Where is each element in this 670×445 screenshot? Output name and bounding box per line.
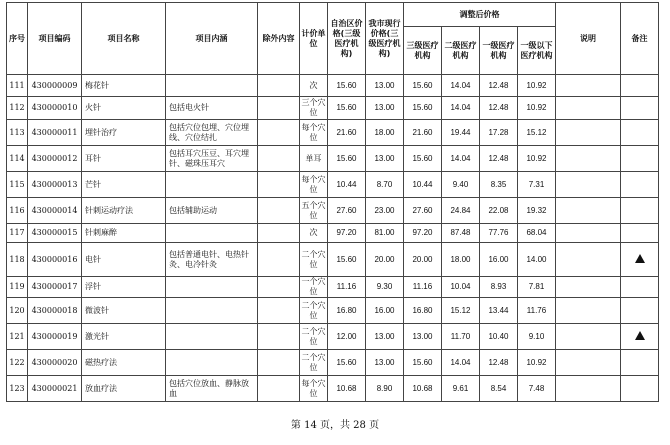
table-row (7, 97, 659, 120)
cell-note (556, 324, 621, 350)
cell-note (556, 198, 621, 224)
cell-seq: 123 (7, 376, 28, 402)
cell-content: 包括穴位放血、静脉放血 (166, 376, 258, 402)
header-level3: 三级医疗机构 (404, 27, 442, 75)
cell-city-price: 23.00 (366, 198, 404, 224)
cell-code: 430000020 (28, 350, 82, 376)
cell-name: 激光针 (82, 324, 166, 350)
cell-below-level1-price: 10.92 (518, 75, 556, 97)
cell-city-price: 13.00 (366, 324, 404, 350)
cell-note (556, 146, 621, 172)
cell-seq: 120 (7, 298, 28, 324)
cell-level3-price: 13.00 (404, 324, 442, 350)
cell-level3-price: 97.20 (404, 224, 442, 243)
cell-region-price: 15.60 (328, 97, 366, 120)
table-row (7, 224, 659, 243)
triangle-marker-icon (635, 254, 645, 263)
cell-region-price: 10.44 (328, 172, 366, 198)
cell-level2-price: 10.04 (442, 277, 480, 298)
cell-exclusions (258, 350, 300, 376)
cell-level3-price: 10.68 (404, 376, 442, 402)
cell-city-price: 16.00 (366, 298, 404, 324)
header-remark: 备注 (621, 3, 659, 75)
table-row (7, 243, 659, 277)
cell-below-level1-price: 10.92 (518, 350, 556, 376)
cell-name: 耳针 (82, 146, 166, 172)
cell-exclusions (258, 324, 300, 350)
cell-remark (621, 298, 659, 324)
header-level1: 一级医疗机构 (480, 27, 518, 75)
cell-code: 430000013 (28, 172, 82, 198)
cell-remark (621, 376, 659, 402)
cell-remark (621, 324, 659, 350)
cell-exclusions (258, 120, 300, 146)
cell-code: 430000021 (28, 376, 82, 402)
cell-name: 微波针 (82, 298, 166, 324)
cell-below-level1-price: 14.00 (518, 243, 556, 277)
cell-level2-price: 14.04 (442, 97, 480, 120)
table-row (7, 277, 659, 298)
cell-level3-price: 15.60 (404, 75, 442, 97)
cell-level1-price: 12.48 (480, 97, 518, 120)
table-row (7, 324, 659, 350)
cell-region-price: 10.68 (328, 376, 366, 402)
cell-level2-price: 87.48 (442, 224, 480, 243)
cell-exclusions (258, 172, 300, 198)
cell-note (556, 376, 621, 402)
table-row (7, 350, 659, 376)
table-row (7, 298, 659, 324)
cell-below-level1-price: 10.92 (518, 146, 556, 172)
cell-seq: 113 (7, 120, 28, 146)
cell-level1-price: 8.93 (480, 277, 518, 298)
triangle-marker-icon (635, 331, 645, 340)
cell-level3-price: 21.60 (404, 120, 442, 146)
cell-exclusions (258, 298, 300, 324)
table-row (7, 198, 659, 224)
cell-exclusions (258, 75, 300, 97)
cell-name: 火针 (82, 97, 166, 120)
cell-level2-price: 15.12 (442, 298, 480, 324)
header-exclusions: 除外内容 (258, 3, 300, 75)
cell-content: 包括耳穴压豆、耳穴埋针、磁珠压耳穴 (166, 146, 258, 172)
cell-note (556, 243, 621, 277)
cell-level1-price: 8.35 (480, 172, 518, 198)
cell-content (166, 172, 258, 198)
header-name: 项目名称 (82, 3, 166, 75)
cell-remark (621, 172, 659, 198)
cell-content: 包括电火针 (166, 97, 258, 120)
cell-level2-price: 14.04 (442, 350, 480, 376)
table-row (7, 172, 659, 198)
cell-level2-price: 11.70 (442, 324, 480, 350)
cell-name: 浮针 (82, 277, 166, 298)
cell-unit: 二个穴位 (300, 324, 328, 350)
cell-level1-price: 12.48 (480, 350, 518, 376)
cell-seq: 115 (7, 172, 28, 198)
cell-remark (621, 146, 659, 172)
cell-remark (621, 97, 659, 120)
table-row (7, 146, 659, 172)
cell-below-level1-price: 10.92 (518, 97, 556, 120)
cell-seq: 121 (7, 324, 28, 350)
cell-name: 针刺运动疗法 (82, 198, 166, 224)
cell-level1-price: 17.28 (480, 120, 518, 146)
cell-content (166, 277, 258, 298)
cell-unit: 每个穴位 (300, 120, 328, 146)
cell-content: 包括穴位包埋、穴位埋线、穴位结扎 (166, 120, 258, 146)
cell-region-price: 15.60 (328, 350, 366, 376)
cell-city-price: 18.00 (366, 120, 404, 146)
cell-region-price: 11.16 (328, 277, 366, 298)
cell-below-level1-price: 7.81 (518, 277, 556, 298)
header-unit: 计价单位 (300, 3, 328, 75)
cell-remark (621, 198, 659, 224)
cell-below-level1-price: 9.10 (518, 324, 556, 350)
cell-note (556, 298, 621, 324)
cell-level1-price: 8.54 (480, 376, 518, 402)
cell-seq: 111 (7, 75, 28, 97)
cell-city-price: 13.00 (366, 75, 404, 97)
cell-remark (621, 277, 659, 298)
cell-region-price: 15.60 (328, 75, 366, 97)
cell-code: 430000011 (28, 120, 82, 146)
cell-level1-price: 77.76 (480, 224, 518, 243)
cell-exclusions (258, 198, 300, 224)
cell-unit: 二个穴位 (300, 298, 328, 324)
header-code: 项目编码 (28, 3, 82, 75)
cell-note (556, 224, 621, 243)
header-note: 说明 (556, 3, 621, 75)
cell-name: 电针 (82, 243, 166, 277)
cell-unit: 次 (300, 224, 328, 243)
cell-level1-price: 10.40 (480, 324, 518, 350)
cell-below-level1-price: 15.12 (518, 120, 556, 146)
cell-remark (621, 224, 659, 243)
cell-level1-price: 22.08 (480, 198, 518, 224)
cell-note (556, 120, 621, 146)
header-content: 项目内涵 (166, 3, 258, 75)
price-table (6, 2, 659, 402)
cell-city-price: 20.00 (366, 243, 404, 277)
cell-remark (621, 120, 659, 146)
cell-region-price: 21.60 (328, 120, 366, 146)
cell-below-level1-price: 7.31 (518, 172, 556, 198)
cell-exclusions (258, 376, 300, 402)
cell-unit: 一个穴位 (301, 277, 326, 296)
cell-seq: 114 (7, 146, 28, 172)
cell-exclusions (258, 277, 300, 298)
cell-city-price: 13.00 (366, 146, 404, 172)
table-row (7, 376, 659, 402)
cell-code: 430000015 (28, 224, 82, 243)
cell-below-level1-price: 68.04 (518, 224, 556, 243)
cell-level2-price: 9.61 (442, 376, 480, 402)
cell-code: 430000009 (28, 75, 82, 97)
cell-name: 针刺麻醉 (82, 224, 166, 243)
cell-level2-price: 19.44 (442, 120, 480, 146)
cell-exclusions (258, 146, 300, 172)
cell-region-price: 15.60 (328, 146, 366, 172)
cell-city-price: 13.00 (366, 350, 404, 376)
cell-content: 包括辅助运动 (166, 198, 258, 224)
cell-code: 430000016 (28, 243, 82, 277)
cell-level2-price: 24.84 (442, 198, 480, 224)
cell-seq: 118 (7, 243, 28, 277)
header-adjusted-price: 调整后价格 (404, 3, 556, 27)
cell-remark (621, 350, 659, 376)
cell-remark (621, 243, 659, 277)
cell-city-price: 9.30 (366, 277, 404, 298)
table-row (7, 75, 659, 97)
cell-code: 430000017 (28, 277, 82, 298)
cell-level1-price: 12.48 (480, 146, 518, 172)
cell-region-price: 16.80 (328, 298, 366, 324)
header-seq: 序号 (7, 3, 28, 75)
cell-name: 芒针 (82, 172, 166, 198)
cell-note (556, 277, 621, 298)
cell-city-price: 8.90 (366, 376, 404, 402)
cell-level2-price: 18.00 (442, 243, 480, 277)
cell-unit: 次 (300, 75, 328, 97)
cell-content (166, 324, 258, 350)
cell-level2-price: 9.40 (442, 172, 480, 198)
cell-note (556, 75, 621, 97)
cell-remark (621, 75, 659, 97)
cell-city-price: 8.70 (366, 172, 404, 198)
cell-content (166, 224, 258, 243)
cell-content (166, 75, 258, 97)
cell-name: 放血疗法 (82, 376, 166, 402)
cell-note (556, 97, 621, 120)
cell-level3-price: 10.44 (404, 172, 442, 198)
header-level2: 二级医疗机构 (442, 27, 480, 75)
cell-unit: 三个穴位 (300, 97, 328, 120)
cell-region-price: 27.60 (328, 198, 366, 224)
cell-seq: 117 (7, 224, 28, 243)
cell-unit: 每个穴位 (300, 376, 328, 402)
cell-region-price: 97.20 (328, 224, 366, 243)
cell-level2-price: 14.04 (442, 75, 480, 97)
cell-name: 磁热疗法 (82, 350, 166, 376)
cell-level3-price: 15.60 (404, 146, 442, 172)
cell-region-price: 15.60 (328, 243, 366, 277)
cell-content: 包括普通电针、电热针灸、电冷针灸 (166, 243, 258, 277)
cell-city-price: 13.00 (366, 97, 404, 120)
cell-unit: 单耳 (300, 146, 328, 172)
cell-note (556, 350, 621, 376)
header-city-price: 我市现行价格(三级医疗机构) (366, 3, 404, 75)
cell-content (166, 350, 258, 376)
page-footer: 第 14 页，共 28 页 (290, 420, 380, 431)
cell-code: 430000012 (28, 146, 82, 172)
cell-seq: 119 (7, 277, 28, 298)
cell-unit: 五个穴位 (300, 198, 328, 224)
cell-level1-price: 16.00 (480, 243, 518, 277)
cell-content (166, 298, 258, 324)
cell-code: 430000018 (28, 298, 82, 324)
cell-unit: 每个穴位 (300, 172, 328, 198)
cell-level3-price: 11.16 (404, 277, 442, 298)
header-region-price: 自治区价格(三级医疗机构) (328, 3, 366, 75)
cell-note (556, 172, 621, 198)
cell-level1-price: 12.48 (480, 75, 518, 97)
cell-exclusions (258, 97, 300, 120)
cell-unit: 二个穴位 (300, 350, 328, 376)
cell-level2-price: 14.04 (442, 146, 480, 172)
cell-exclusions (258, 243, 300, 277)
cell-region-price: 12.00 (328, 324, 366, 350)
cell-below-level1-price: 11.76 (518, 298, 556, 324)
cell-exclusions (258, 224, 300, 243)
cell-code: 430000014 (28, 198, 82, 224)
cell-code: 430000010 (28, 97, 82, 120)
cell-city-price: 81.00 (366, 224, 404, 243)
cell-below-level1-price: 7.48 (518, 376, 556, 402)
header-below-level1: 一级以下医疗机构 (518, 27, 556, 75)
cell-seq: 116 (7, 198, 28, 224)
table-row (7, 120, 659, 146)
cell-unit: 二个穴位 (300, 243, 328, 277)
cell-level3-price: 15.60 (404, 97, 442, 120)
cell-level3-price: 16.80 (404, 298, 442, 324)
cell-level1-price: 13.44 (480, 298, 518, 324)
cell-level3-price: 15.60 (404, 350, 442, 376)
cell-name: 埋针治疗 (82, 120, 166, 146)
cell-name: 梅花针 (82, 75, 166, 97)
cell-seq: 112 (7, 97, 28, 120)
cell-below-level1-price: 19.32 (518, 198, 556, 224)
cell-seq: 122 (7, 350, 28, 376)
cell-code: 430000019 (28, 324, 82, 350)
cell-level3-price: 20.00 (404, 243, 442, 277)
cell-level3-price: 27.60 (404, 198, 442, 224)
